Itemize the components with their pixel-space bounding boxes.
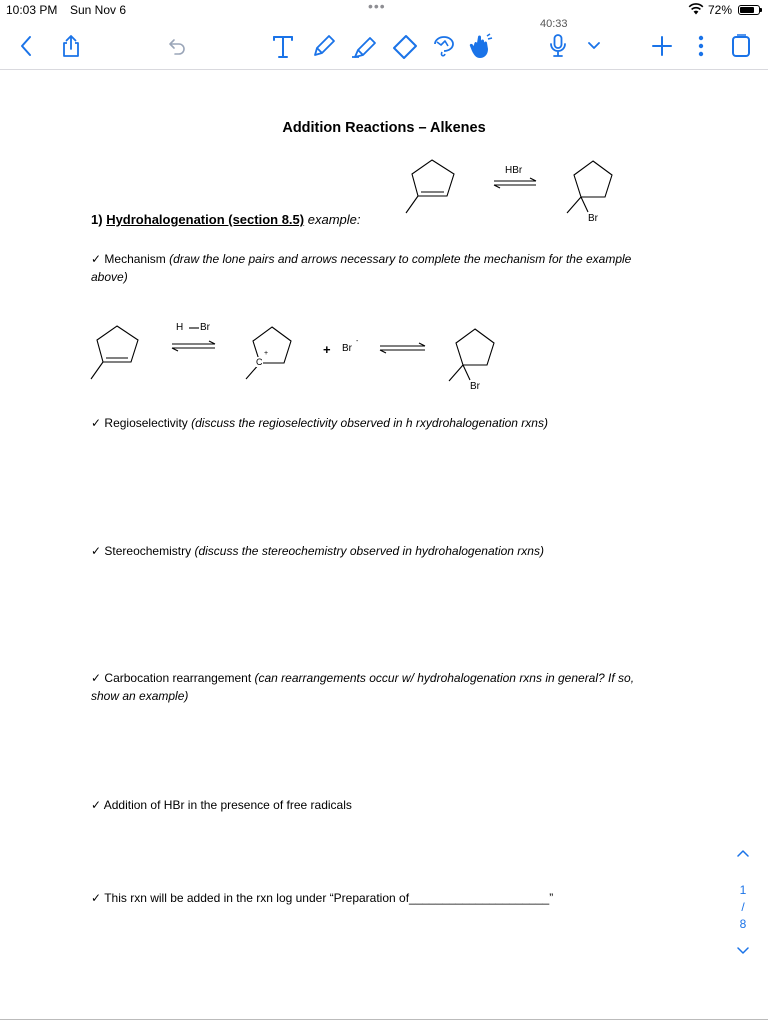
- page-navigator: [732, 845, 754, 960]
- fill-in-blank[interactable]: _____________________: [409, 891, 550, 905]
- item-label: This rxn will be added in the rxn log under “Preparation of: [104, 891, 410, 905]
- mech-bromide: Br: [342, 343, 352, 354]
- mech-bromide-charge: -: [356, 338, 359, 345]
- mech-plus-sign: +: [323, 342, 331, 357]
- mech-product-br: Br: [470, 381, 480, 392]
- rxn-log-item: [91, 889, 711, 907]
- chevron-up-icon[interactable]: [732, 845, 754, 862]
- example-reagent: HBr: [505, 165, 523, 176]
- item-note: (discuss the regioselectivity observed in h rxydrohalogenation rxns): [191, 416, 548, 430]
- mech-reagent-h: H: [176, 322, 184, 333]
- current-page: 1: [739, 883, 747, 897]
- recording-timer: 40:33: [540, 18, 568, 30]
- item-note-continued: show an example): [91, 689, 189, 703]
- status-date: Sun Nov 6: [70, 3, 127, 17]
- carbocation-rearrangement-item: [91, 669, 701, 705]
- mech-product-ring: [456, 329, 494, 365]
- checkmark: ✓: [91, 416, 102, 430]
- checkmark: ✓: [91, 891, 102, 905]
- checkmark: ✓: [91, 252, 102, 266]
- item-label: Regioselectivity: [104, 416, 188, 430]
- stereochemistry-item: [91, 542, 691, 560]
- item-note: (can rearrangements occur w/ hydrohalogenation rxns in general? If so,: [254, 671, 635, 685]
- item-note-continued: above): [91, 270, 128, 284]
- item-note: (draw the lone pairs and arrows necessary to complete the mechanism for the example: [169, 252, 632, 266]
- checkmark: ✓: [91, 798, 102, 812]
- example-label: example:: [307, 212, 361, 227]
- regioselectivity-item: [91, 414, 691, 432]
- section-title: Hydrohalogenation (section 8.5): [106, 212, 305, 227]
- mech-carbocation-charge: +: [264, 350, 269, 357]
- item-label: Mechanism: [104, 252, 166, 266]
- status-time: 10:03 PM: [6, 3, 58, 17]
- mech-carbocation-label: C: [256, 357, 263, 367]
- item-label: Stereochemistry: [104, 544, 192, 558]
- page-title: Addition Reactions – Alkenes: [282, 120, 486, 136]
- page-separator: /: [741, 900, 745, 914]
- close-quote: ”: [549, 891, 554, 905]
- mech-cyclopentene-ring: [97, 326, 138, 362]
- section-number: 1): [91, 212, 103, 227]
- battery-percent: 72%: [708, 3, 733, 17]
- example-product-br: Br: [588, 213, 598, 224]
- item-label: Addition of HBr in the presence of free radicals: [103, 798, 352, 812]
- chevron-down-nav-icon[interactable]: [732, 943, 754, 960]
- item-note: (discuss the stereochemistry observed in hydrohalogenation rxns): [194, 544, 544, 558]
- checkmark: ✓: [91, 671, 102, 685]
- checkmark: ✓: [91, 544, 102, 558]
- multitasking-dots[interactable]: •••: [368, 0, 386, 14]
- item-label: Carbocation rearrangement: [104, 671, 252, 685]
- total-pages: 8: [739, 917, 747, 931]
- free-radicals-item: [91, 796, 691, 814]
- mech-reagent-br: Br: [200, 322, 210, 333]
